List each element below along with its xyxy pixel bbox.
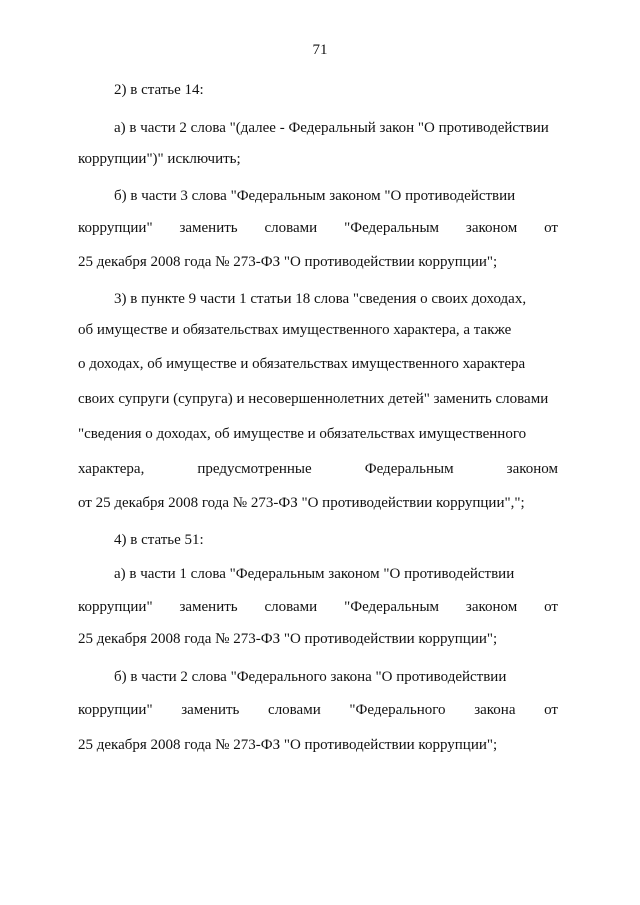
art14-heading: 2) в статье 14: xyxy=(114,82,204,98)
art14-b-line2 xyxy=(78,218,558,238)
word: характера, xyxy=(78,461,145,477)
word: "Федеральным xyxy=(344,220,440,236)
art18-line3: о доходах, об имуществе и обязательствах имущественного характера xyxy=(78,356,526,372)
word: "Федерального xyxy=(349,702,446,718)
art51-b-line2 xyxy=(78,700,558,720)
art51-b-line3: 25 декабря 2008 года № 273-ФЗ "О противодействии коррупции"; xyxy=(78,737,498,753)
word: законом xyxy=(465,220,518,236)
word: заменить xyxy=(181,702,240,718)
art18-line5: "сведения о доходах, об имуществе и обязательствах имущественного xyxy=(78,426,527,442)
art51-a-line1: а) в части 1 слова "Федеральным законом "О противодействии xyxy=(114,566,515,582)
art14-b-line1: б) в части 3 слова "Федеральным законом "О противодействии xyxy=(114,188,516,204)
word: коррупции" xyxy=(78,220,153,236)
word: законом xyxy=(465,599,518,615)
art18-line6 xyxy=(78,459,558,479)
art51-a-line3: 25 декабря 2008 года № 273-ФЗ "О противодействии коррупции"; xyxy=(78,631,498,647)
word: словами xyxy=(264,220,318,236)
art18-line1: 3) в пункте 9 части 1 статьи 18 слова "сведения о своих доходах, xyxy=(114,291,527,307)
art18-line7: от 25 декабря 2008 года № 273-ФЗ "О противодействии коррупции","; xyxy=(78,495,525,511)
art51-b-line1: б) в части 2 слова "Федерального закона "О противодействии xyxy=(114,669,507,685)
art51-a-line2 xyxy=(78,597,558,617)
word: законом xyxy=(506,461,558,477)
word: коррупции" xyxy=(78,599,153,615)
art18-line4: своих супруги (супруга) и несовершеннолетних детей" заменить словами xyxy=(78,391,549,407)
word: от xyxy=(544,220,558,236)
art14-b-line3: 25 декабря 2008 года № 273-ФЗ "О противодействии коррупции"; xyxy=(78,254,498,270)
word: заменить xyxy=(179,599,238,615)
word: Федеральным xyxy=(364,461,454,477)
word: от xyxy=(544,599,558,615)
word: словами xyxy=(268,702,321,718)
word: заменить xyxy=(179,220,238,236)
word: от xyxy=(544,702,558,718)
word: закона xyxy=(474,702,516,718)
word: коррупции" xyxy=(78,702,153,718)
page-number: 71 xyxy=(312,42,328,58)
art14-a-line1: а) в части 2 слова "(далее - Федеральный закон "О противодействии xyxy=(114,120,549,136)
art14-a-line2: коррупции")" исключить; xyxy=(78,151,241,167)
word: предусмотренные xyxy=(197,461,312,477)
art51-heading: 4) в статье 51: xyxy=(114,532,204,548)
word: словами xyxy=(264,599,318,615)
word: "Федеральным xyxy=(344,599,440,615)
art18-line2: об имуществе и обязательствах имущественного характера, а также xyxy=(78,322,512,338)
